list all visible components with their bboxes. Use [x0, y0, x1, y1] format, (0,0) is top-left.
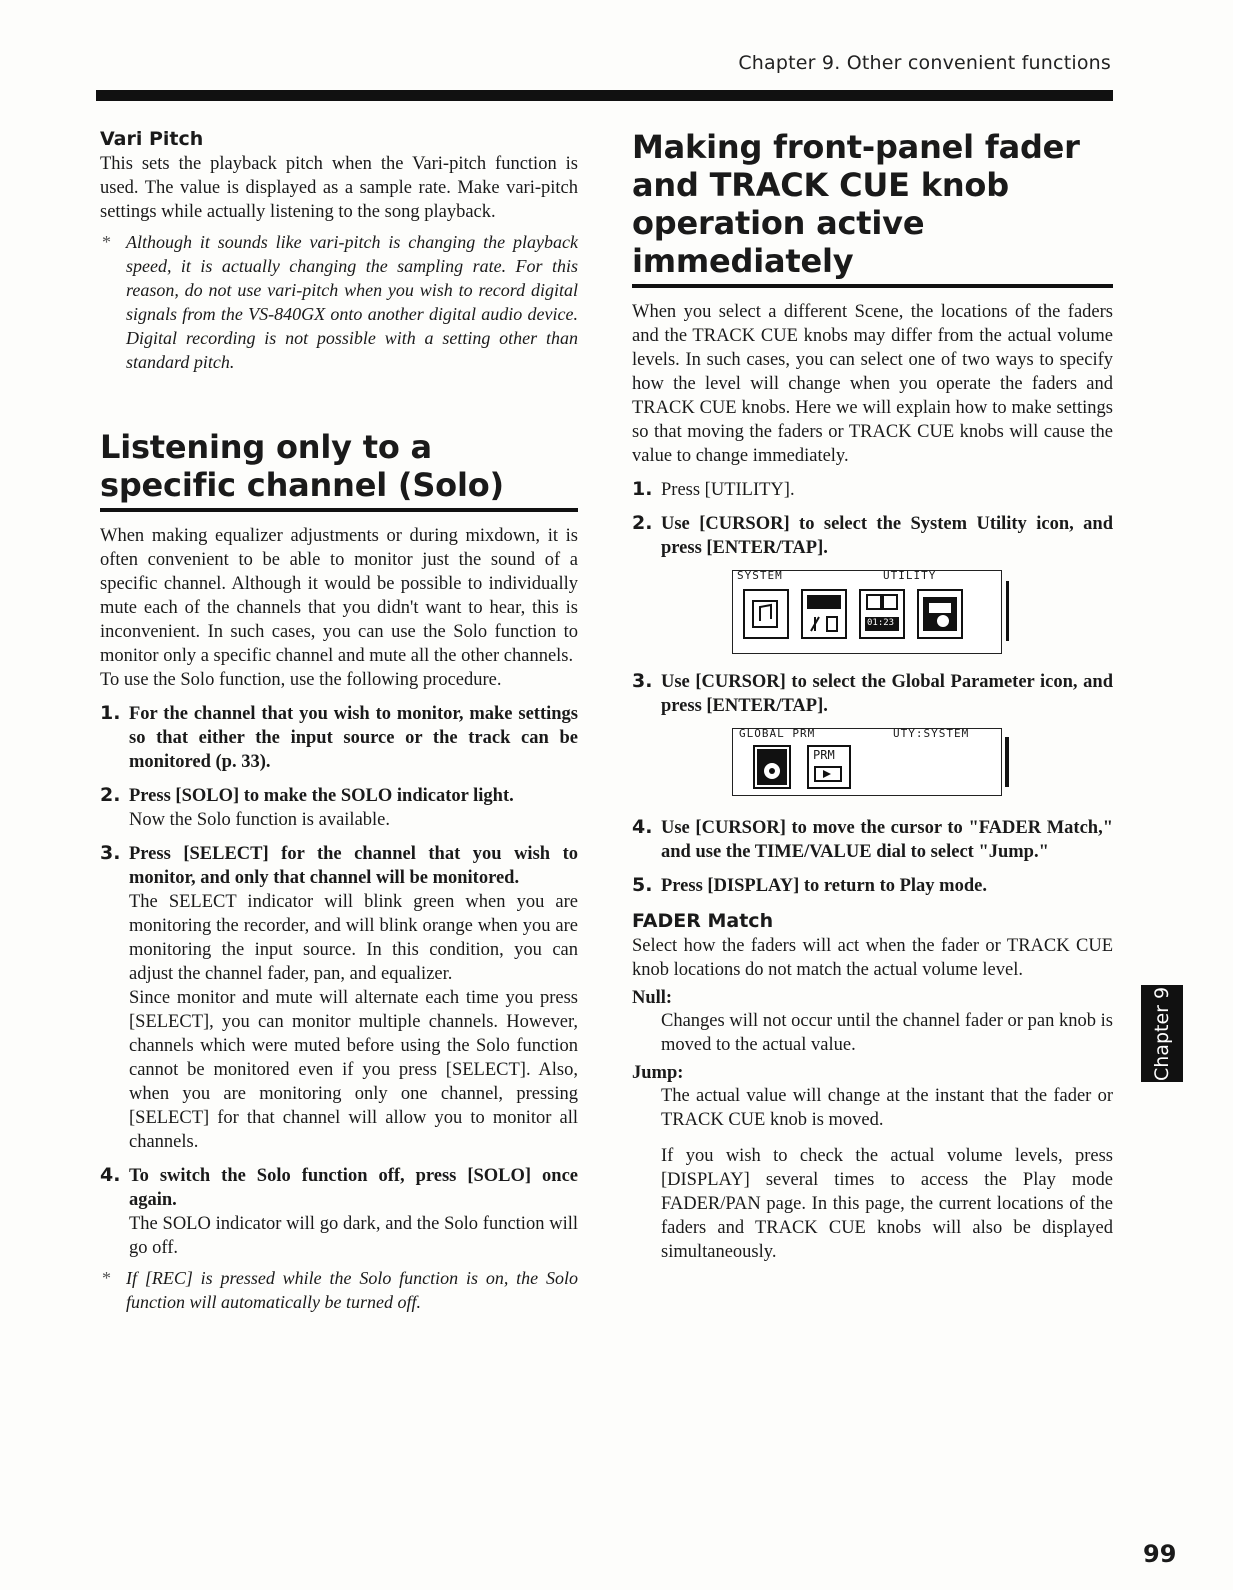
jump-description: The actual value will change at the instant that the fader or TRACK CUE knob is moved. [661, 1086, 1113, 1130]
system-utility-lcd [732, 570, 1002, 654]
step-number: 2. [632, 512, 653, 534]
fader-section-title: Making front-panel fader and TRACK CUE knob operation active immediately [632, 128, 1113, 288]
lcd-scrollbar [1006, 581, 1009, 641]
running-header: Chapter 9. Other convenient functions [738, 52, 1111, 74]
step-number: 5. [632, 874, 653, 896]
step-number: 1. [100, 702, 121, 724]
solo-step-3 [100, 842, 578, 1154]
system-utility-icon [859, 589, 905, 639]
note-asterisk: * [102, 232, 111, 252]
fader-step-3 [632, 670, 1113, 718]
step-number: 3. [632, 670, 653, 692]
vari-pitch-note [100, 230, 578, 374]
step-number: 1. [632, 478, 653, 500]
lcd-right-label: UTILITY [883, 569, 937, 582]
fader-match-body: Select how the faders will act when the fader or TRACK CUE knob locations do not match the actual volume level. [632, 936, 1113, 980]
step-text: Press [SELECT] for the channel that you wish to monitor, and only that channel will be monitored. [129, 844, 578, 888]
prm-icon [807, 745, 851, 789]
header-rule [96, 90, 1113, 101]
solo-step-2 [100, 784, 578, 832]
solo-note-text: If [REC] is pressed while the Solo function is on, the Solo function will automatically be turned off. [126, 1268, 578, 1312]
step-text: Press [DISPLAY] to return to Play mode. [661, 876, 987, 896]
solo-step-1 [100, 702, 578, 774]
step-text: Press [UTILITY]. [661, 480, 795, 500]
right-column [632, 128, 1113, 1264]
step-description: The SELECT indicator will blink green when you are monitoring the recorder, and will blink orange when you are monitoring the input source. In this condition, you can adjust the channel fader, pan, and equalizer. [129, 892, 578, 984]
lcd-left-label: SYSTEM [737, 569, 783, 582]
fader-step-5 [632, 874, 1113, 898]
step-number: 4. [632, 816, 653, 838]
disk-icon [917, 589, 963, 639]
solo-step-4 [100, 1164, 578, 1260]
page-number: 99 [1143, 1540, 1177, 1568]
solo-note [100, 1266, 578, 1314]
fader-intro: When you select a different Scene, the locations of the faders and the TRACK CUE knobs may differ from the actual volume levels. In such cases, you can select one of two ways to specify how the level will change when you operate the faders and TRACK CUE knobs. Here we will explain how to make settings so that moving the faders or TRACK CUE knobs will cause the value to change immediately. [632, 302, 1113, 466]
fader-extra-note: If you wish to check the actual volume levels, press [DISPLAY] several times to access the Play mode FADER/PAN page. In this page, the current locations of the faders and TRACK CUE knobs will also be displayed simultaneously. [661, 1146, 1113, 1262]
step-text: Use [CURSOR] to select the System Utility icon, and press [ENTER/TAP]. [661, 514, 1113, 558]
step-number: 3. [100, 842, 121, 864]
lcd-right-label: UTY:SYSTEM [893, 727, 970, 740]
step-description: The SOLO indicator will go dark, and the Solo function will go off. [129, 1214, 578, 1258]
chapter-side-tab: Chapter 9 [1141, 985, 1183, 1082]
step-number: 2. [100, 784, 121, 806]
prm-icon-label: PRM [813, 748, 835, 762]
solo-intro: When making equalizer adjustments or during mixdown, it is often convenient to be able to monitor just the sound of a specific channel. Although it would be possible to individually mute each of the channels that you didn't want to hear, this is inconvenient. In such cases, you can use the Solo function to monitor only a specific channel and mute all the other channels. [100, 526, 578, 666]
global-parameter-lcd [732, 728, 1002, 796]
song-icon [743, 589, 789, 639]
mixer-icon [801, 589, 847, 639]
step-number: 4. [100, 1164, 121, 1186]
null-term: Null: [632, 988, 673, 1008]
vari-pitch-note-text: Although it sounds like vari-pitch is changing the playback speed, it is actually changing the sampling rate. For this reason, do not use vari-pitch when you wish to record digital signals from the VS-840GX onto another digital audio device. Digital recording is not possible with a setting other than standard pitch. [126, 232, 578, 372]
fader-match-heading: FADER Match [632, 910, 774, 932]
vari-pitch-body: This sets the playback pitch when the Vari-pitch function is used. The value is displayed as a sample rate. Make vari-pitch settings while actually listening to the song playback. [100, 154, 578, 222]
lcd-scrollbar [1005, 737, 1009, 787]
lcd-counter: 01:23 [867, 618, 895, 628]
fader-step-2 [632, 512, 1113, 560]
step-text: Use [CURSOR] to select the Global Parameter icon, and press [ENTER/TAP]. [661, 672, 1113, 716]
step-description: Now the Solo function is available. [129, 810, 391, 830]
step-text: To switch the Solo function off, press [SOLO] once again. [129, 1166, 578, 1210]
step-text: Use [CURSOR] to move the cursor to "FADER Match," and use the TIME/VALUE dial to select "Jump." [661, 818, 1113, 862]
fader-step-1 [632, 478, 1113, 502]
step-description-2: Since monitor and mute will alternate each time you press [SELECT], you can monitor multiple channels. However, channels which were muted before using the Solo function cannot be monitored even if you press [SELECT]. Also, when you are monitoring only one channel, pressing [SELECT] for that channel will allow you to monitor all channels. [129, 988, 578, 1152]
null-description: Changes will not occur until the channel fader or pan knob is moved to the actual value. [661, 1011, 1113, 1055]
solo-intro-2: To use the Solo function, use the following procedure. [100, 670, 502, 690]
vari-pitch-heading: Vari Pitch [100, 128, 204, 150]
global-prm-icon [753, 745, 791, 789]
jump-term: Jump: [632, 1063, 684, 1083]
lcd-left-label: GLOBAL PRM [739, 727, 816, 740]
left-column [100, 128, 578, 1314]
step-text: Press [SOLO] to make the SOLO indicator light. [129, 786, 514, 806]
step-text: For the channel that you wish to monitor, make settings so that either the input source or the track can be monitored (p. 33). [129, 704, 578, 772]
solo-section-title: Listening only to a specific channel (Solo) [100, 428, 578, 512]
fader-step-4 [632, 816, 1113, 864]
note-asterisk: * [102, 1268, 111, 1288]
